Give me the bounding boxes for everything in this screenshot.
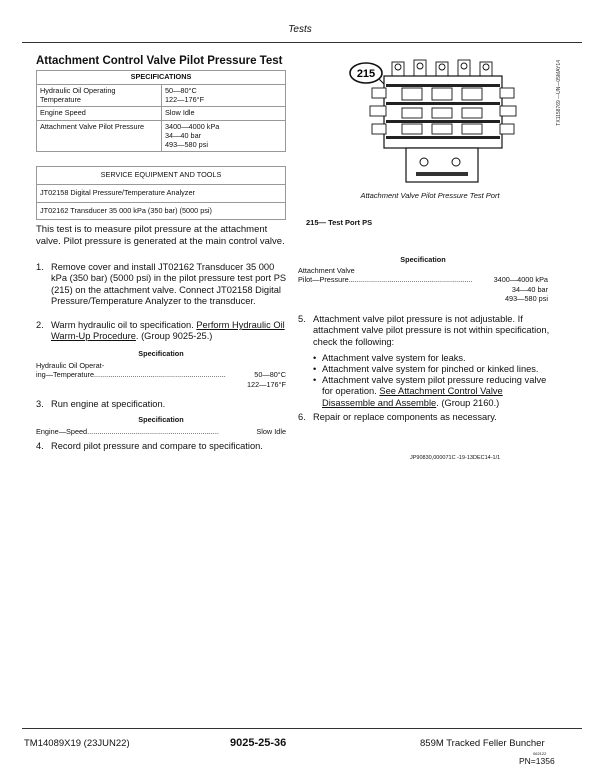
spec-value: 3400—4000 kPa 34—40 bar 493—580 psi	[162, 121, 286, 152]
list-item: 6. Repair or replace components as necessary.	[298, 412, 552, 426]
spec-table-heading: SPECIFICATIONS	[37, 71, 286, 85]
list-item: 3. Run engine at specification.	[36, 399, 292, 413]
disassemble-assemble-link[interactable]: See Attachment Control Valve Disassemble and Assemble	[322, 386, 503, 408]
warm-up-procedure-link[interactable]: Perform Hydraulic Oil Warm-Up Procedure	[51, 320, 285, 342]
service-tools-table	[36, 166, 286, 220]
pn-number: PN=1356	[519, 756, 555, 766]
table-row	[37, 107, 286, 121]
footer-rule	[22, 728, 582, 729]
spec-heading: Specification	[400, 255, 446, 264]
table-row	[37, 184, 286, 202]
figure-caption: Attachment Valve Pilot Pressure Test Port	[360, 191, 500, 200]
footer-small-code: 062122	[533, 751, 547, 756]
spec-label: Hydraulic Oil Operating Temperature	[37, 84, 162, 107]
spec-value: 50—80°C 122—176°F	[162, 84, 286, 107]
oil-temperature-spec: Hydraulic Oil Operat- ing—Temperature................................................................. 50—80°C 122—176°F	[36, 361, 286, 389]
step-text: Record pilot pressure and compare to specification.	[51, 441, 263, 451]
tool-item: JT02158 Digital Pressure/Temperature Analyzer	[37, 184, 286, 202]
list-item: 1. Remove cover and install JT02162 Transducer 35 000 kPa (350 bar) (5000 psi) in the pilot pressure test port PS (215) on the attachment valve. Connect JT02158 Digital Pressure/Temperature Analyzer to the transducer.	[36, 262, 292, 314]
list-item: • Attachment valve system pilot pressure reducing valve for operation. See Attachment Control Valve Disassemble and Assemble. (Group 2160.)	[313, 375, 547, 408]
list-item: • Attachment valve system for leaks.	[313, 353, 466, 363]
list-item: • Attachment valve system for pinched or kinked lines.	[313, 364, 539, 374]
table-row	[37, 121, 286, 152]
page-header: Tests	[288, 24, 312, 35]
step-text: Warm hydraulic oil to specification. Perform Hydraulic Oil Warm-Up Procedure. (Group 9025-25.)	[51, 320, 285, 342]
table-row	[37, 84, 286, 107]
document-reference: JP90830,000071C -19-13DEC14-1/1	[410, 455, 501, 461]
list-item: 4. Record pilot pressure and compare to specification.	[36, 441, 292, 455]
intro-paragraph: This test is to measure pilot pressure at the attachment valve. Pilot pressure is generated at the main control valve.	[36, 224, 285, 247]
engine-speed-spec: Engine—Speed................................................................. Slow Idle	[36, 427, 286, 436]
step-text: Run engine at specification.	[51, 399, 166, 409]
figure-side-code: TX1158769 —UN—05MAY14	[556, 60, 562, 126]
figure-legend: 215— Test Port PS	[306, 218, 373, 227]
header-rule	[22, 42, 582, 43]
section-title: Attachment Control Valve Pilot Pressure Test	[36, 55, 283, 67]
table-row	[37, 202, 286, 220]
spec-label: Engine Speed	[37, 107, 162, 121]
step-text: Remove cover and install JT02162 Transducer 35 000 kPa (350 bar) (5000 psi) in the pilot pressure test port PS (215) on the attachment valve. Connect JT02158 Digital Pressure/Temperature Analyzer to the transducer.	[51, 262, 287, 306]
spec-label: Attachment Valve Pilot Pressure	[37, 121, 162, 152]
step-text: Repair or replace components as necessary.	[313, 412, 497, 422]
tools-table-heading: SERVICE EQUIPMENT AND TOOLS	[37, 167, 286, 185]
spec-value: Slow Idle	[162, 107, 286, 121]
spec-heading: Specification	[138, 415, 184, 424]
list-item: 2. Warm hydraulic oil to specification. Perform Hydraulic Oil Warm-Up Procedure. (Group 9025-25.)	[36, 320, 292, 348]
manual-id: TM14089X19 (23JUN22)	[24, 738, 130, 749]
page-number: 9025-25-36	[230, 737, 287, 749]
machine-name: 859M Tracked Feller Buncher	[420, 738, 545, 749]
attachment-valve-figure	[340, 58, 540, 190]
specifications-table	[36, 70, 286, 152]
list-item: 5. Attachment valve pilot pressure is not adjustable. If attachment valve pilot pressure is not within specification, check the following:	[298, 314, 550, 347]
tool-item: JT02162 Transducer 35 000 kPa (350 bar) (5000 psi)	[37, 202, 286, 220]
spec-heading: Specification	[138, 349, 184, 358]
valve-pilot-pressure-spec: Attachment Valve Pilot—Pressure............................................................. 3400—4000 kPa 34—40 bar 493—580 psi	[298, 266, 548, 304]
step-text: Attachment valve pilot pressure is not adjustable. If attachment valve pilot pressure is not within specification, check the following:	[313, 314, 550, 347]
svg-text:215: 215	[356, 68, 376, 80]
